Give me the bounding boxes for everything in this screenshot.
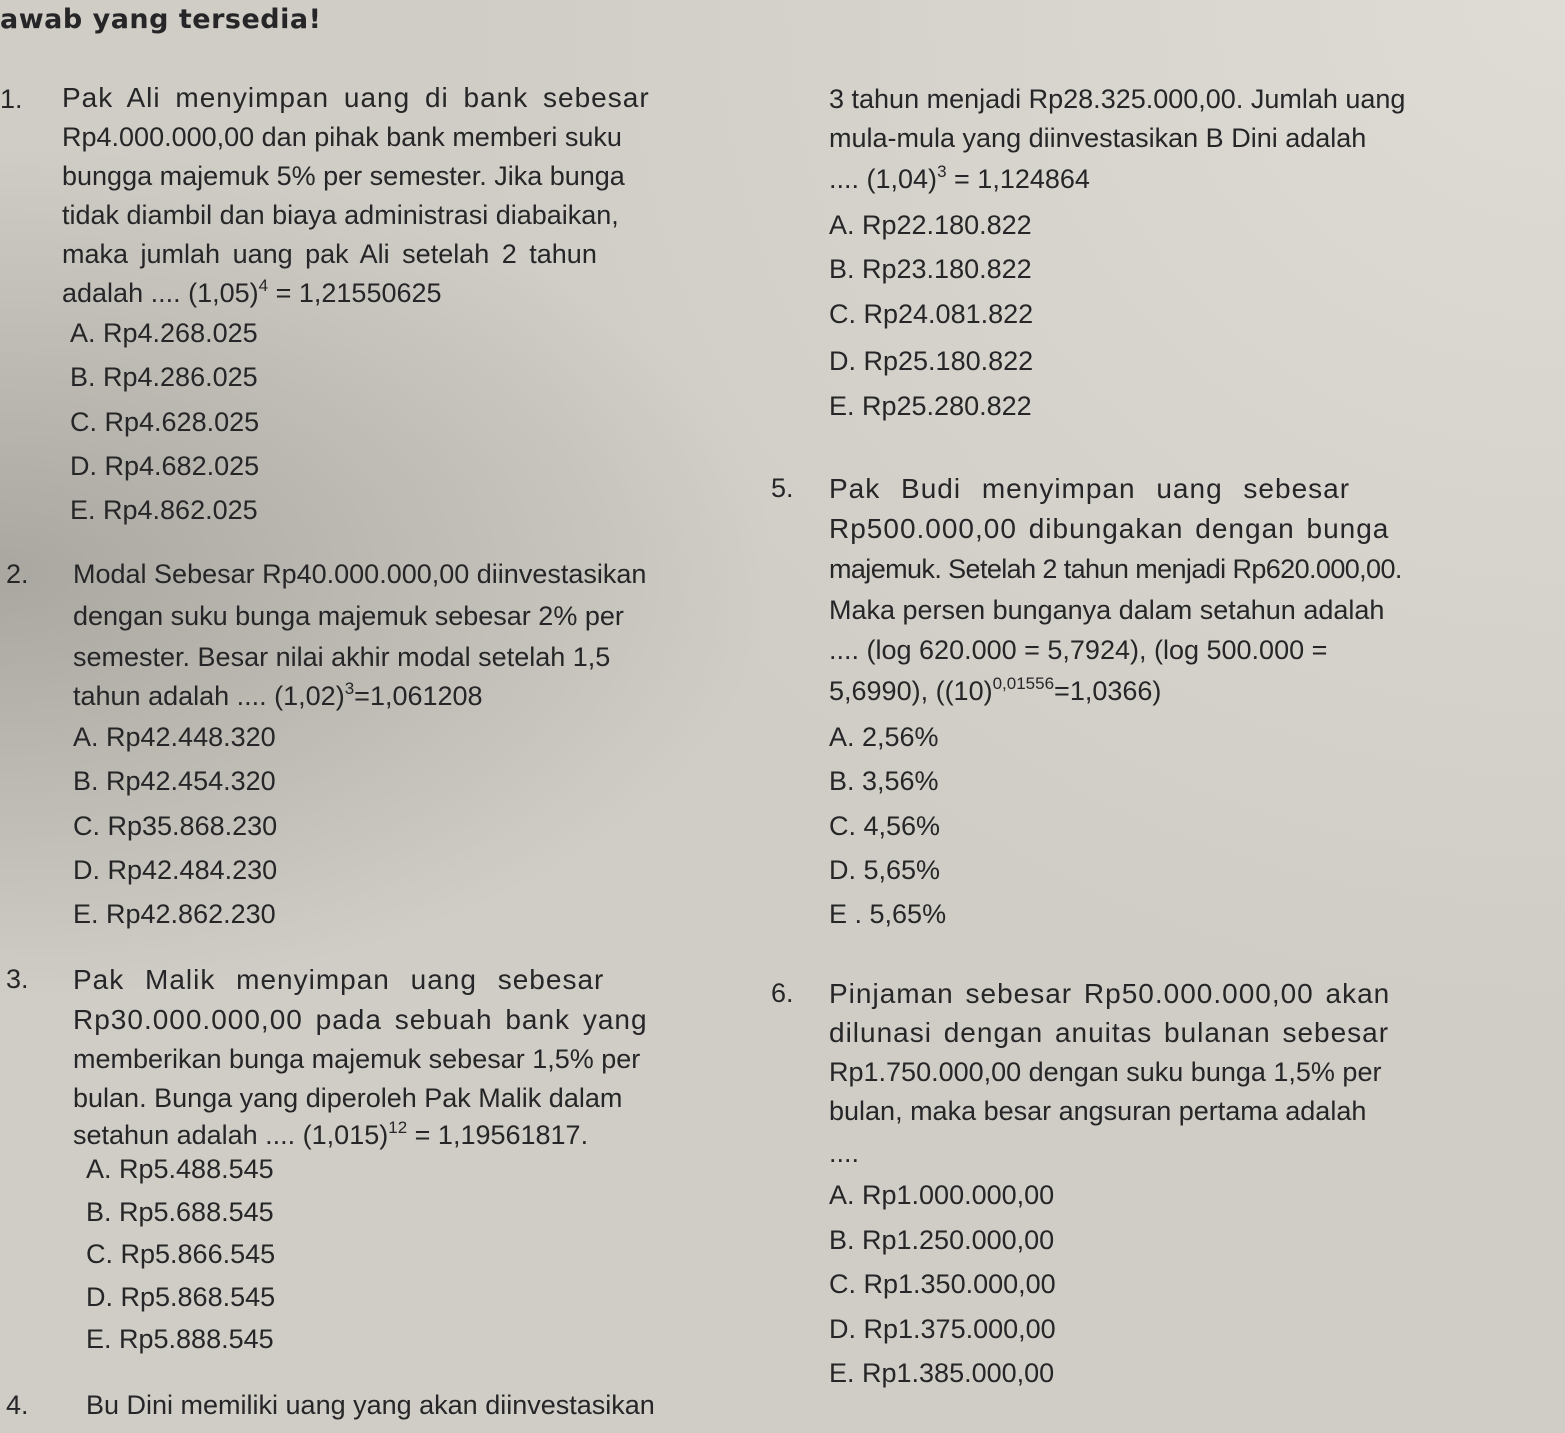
answer-option-d[interactable]: D. Rp1.375.000,00 — [829, 1314, 1056, 1344]
formula-result: = 1,124864 — [946, 164, 1090, 194]
answer-option-b[interactable]: B. Rp42.454.320 — [73, 766, 276, 796]
question-line: tidak diambil dan biaya administrasi diabaikan, — [62, 200, 619, 230]
question-formula-line — [829, 162, 1090, 194]
question-line: Bu Dini memiliki uang yang akan diinvestasikan — [86, 1390, 655, 1420]
question-number: 6. — [771, 978, 794, 1008]
page-header: awab yang tersedia! — [0, 4, 322, 35]
answer-option-a[interactable]: A. Rp5.488.545 — [86, 1154, 274, 1184]
question-line: majemuk. Setelah 2 tahun menjadi Rp620.000,00. — [829, 554, 1402, 584]
answer-option-b[interactable]: B. Rp23.180.822 — [829, 254, 1032, 284]
question-line: maka jumlah uang pak Ali setelah 2 tahun — [62, 239, 597, 269]
question-formula-line — [829, 674, 1162, 706]
question-line: mula-mula yang diinvestasikan B Dini adalah — [829, 123, 1367, 153]
answer-option-e[interactable]: E. Rp4.862.025 — [70, 495, 258, 525]
answer-option-a[interactable]: A. 2,56% — [829, 722, 939, 752]
answer-option-c[interactable]: C. Rp4.628.025 — [70, 407, 260, 437]
question-line: semester. Besar nilai akhir modal setelah 1,5 — [73, 642, 611, 672]
question-line: 3 tahun menjadi Rp28.325.000,00. Jumlah uang — [829, 84, 1406, 114]
question-line: Pak Malik menyimpan uang sebesar — [73, 964, 605, 995]
answer-option-b[interactable]: B. Rp1.250.000,00 — [829, 1225, 1055, 1255]
question-line: .... (log 620.000 = 5,7924), (log 500.000 = — [829, 635, 1328, 665]
formula-exponent: 3 — [344, 679, 355, 698]
answer-option-c[interactable]: C. Rp35.868.230 — [73, 811, 278, 841]
formula-exponent: 12 — [388, 1118, 408, 1137]
question-line: .... — [829, 1138, 860, 1168]
formula-base: (1,05) — [188, 278, 259, 308]
question-formula-line — [62, 276, 442, 308]
formula-prefix: tahun adalah .... — [73, 681, 275, 711]
answer-option-a[interactable]: A. Rp42.448.320 — [73, 722, 276, 752]
question-line: Pak Ali menyimpan uang di bank sebesar — [62, 82, 650, 113]
question-number: 4. — [6, 1390, 29, 1420]
answer-option-e[interactable]: E . 5,65% — [829, 899, 947, 929]
answer-option-d[interactable]: D. Rp4.682.025 — [70, 451, 260, 481]
question-line: Rp500.000,00 dibungakan dengan bunga — [829, 513, 1390, 544]
answer-option-c[interactable]: C. Rp1.350.000,00 — [829, 1269, 1056, 1299]
answer-option-d[interactable]: D. Rp25.180.822 — [829, 346, 1034, 376]
question-line: Pinjaman sebesar Rp50.000.000,00 akan — [829, 978, 1391, 1009]
answer-option-b[interactable]: B. 3,56% — [829, 766, 939, 796]
answer-option-d[interactable]: D. 5,65% — [829, 855, 941, 885]
formula-prefix: adalah .... — [62, 278, 189, 308]
answer-option-c[interactable]: C. 4,56% — [829, 811, 941, 841]
question-line: bulan. Bunga yang diperoleh Pak Malik dalam — [73, 1083, 623, 1113]
formula-base: (1,02) — [274, 681, 345, 711]
question-number: 2. — [6, 559, 29, 589]
question-line: Pak Budi menyimpan uang sebesar — [829, 473, 1351, 504]
question-line: bulan, maka besar angsuran pertama adalah — [829, 1096, 1367, 1126]
question-line: Rp30.000.000,00 pada sebuah bank yang — [73, 1004, 648, 1035]
formula-prefix: .... — [829, 164, 867, 194]
answer-option-e[interactable]: E. Rp25.280.822 — [829, 391, 1032, 421]
answer-option-a[interactable]: A. Rp4.268.025 — [70, 318, 258, 348]
question-number: 5. — [771, 473, 794, 503]
question-formula-line — [73, 1118, 589, 1150]
question-line: Rp1.750.000,00 dengan suku bunga 1,5% per — [829, 1057, 1382, 1087]
question-line: Modal Sebesar Rp40.000.000,00 diinvestasikan — [73, 559, 647, 589]
formula-result: = 1,19561817. — [407, 1120, 589, 1150]
question-line: bungga majemuk 5% per semester. Jika bunga — [62, 161, 625, 191]
answer-option-d[interactable]: D. Rp42.484.230 — [73, 855, 278, 885]
answer-option-d[interactable]: D. Rp5.868.545 — [86, 1282, 276, 1312]
formula-exponent: 3 — [937, 162, 947, 181]
question-line: dilunasi dengan anuitas bulanan sebesar — [829, 1017, 1390, 1048]
formula-exponent: 0,01556 — [992, 674, 1055, 693]
formula-base: (1,015) — [302, 1120, 389, 1150]
question-line: Rp4.000.000,00 dan pihak bank memberi suku — [62, 122, 622, 152]
question-line: dengan suku bunga majemuk sebesar 2% per — [73, 601, 624, 631]
question-line: Maka persen bunganya dalam setahun adalah — [829, 595, 1385, 625]
question-formula-line — [73, 679, 483, 711]
formula-result: =1,061208 — [354, 681, 483, 711]
answer-option-b[interactable]: B. Rp5.688.545 — [86, 1197, 274, 1227]
answer-option-c[interactable]: C. Rp24.081.822 — [829, 299, 1034, 329]
formula-base: (1,04) — [866, 164, 938, 194]
formula-prefix: 5,6990), ((10) — [829, 676, 993, 706]
formula-exponent: 4 — [258, 276, 269, 295]
answer-option-b[interactable]: B. Rp4.286.025 — [70, 362, 258, 392]
formula-result: = 1,21550625 — [268, 278, 442, 308]
answer-option-e[interactable]: E. Rp1.385.000,00 — [829, 1358, 1055, 1388]
answer-option-a[interactable]: A. Rp22.180.822 — [829, 210, 1032, 240]
formula-result: =1,0366) — [1054, 676, 1162, 706]
answer-option-e[interactable]: E. Rp5.888.545 — [86, 1324, 274, 1354]
question-line: memberikan bunga majemuk sebesar 1,5% per — [73, 1044, 641, 1074]
answer-option-a[interactable]: A. Rp1.000.000,00 — [829, 1180, 1055, 1210]
formula-prefix: setahun adalah .... — [73, 1120, 303, 1150]
question-number: 3. — [6, 964, 29, 994]
answer-option-e[interactable]: E. Rp42.862.230 — [73, 899, 276, 929]
answer-option-c[interactable]: C. Rp5.866.545 — [86, 1239, 276, 1269]
question-number: 1. — [0, 84, 23, 114]
